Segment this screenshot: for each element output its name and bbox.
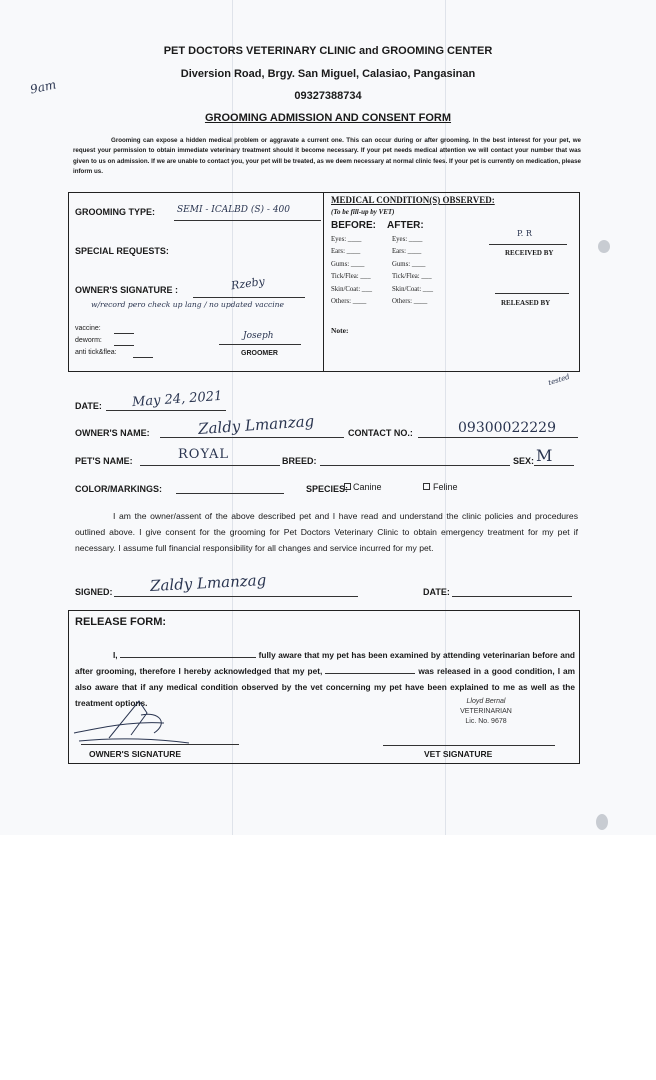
deworm-label: deworm: — [75, 337, 102, 344]
consent-paragraph: I am the owner/assent of the above described pet and I have read and understand the clinic policies and procedures outlined above. I give consent for the grooming for Pet Doctors Veterinary Clinic to obtain emergency treatment for my pet if necessary. I assume full financial responsibility for all changes and service incurred for my pet. — [75, 511, 578, 553]
canine-checkbox[interactable] — [344, 483, 351, 490]
box-divider — [323, 193, 324, 371]
breed-label: BREED: — [282, 456, 317, 466]
after-eyes: Eyes: ____ — [392, 236, 423, 243]
clinic-address: Diversion Road, Brgy. San Miguel, Calasiao, Pangasinan — [180, 68, 476, 80]
date-label: DATE: — [75, 401, 102, 411]
grooming-box — [68, 192, 580, 372]
antitick-line — [133, 357, 153, 358]
clinic-name: PET DOCTORS VETERINARY CLINIC and GROOMING CENTER — [163, 45, 493, 57]
owner-name-label: OWNER'S NAME: — [75, 428, 150, 438]
before-others: Others: ____ — [331, 298, 367, 306]
note-label: Note: — [331, 326, 349, 335]
feline-label: Feline — [433, 482, 458, 492]
breed-line — [320, 465, 510, 466]
vet-signature-line — [383, 745, 555, 746]
sex-line — [534, 465, 574, 466]
vet-stamp — [441, 697, 531, 727]
after-list — [392, 234, 433, 308]
signed-date-label: DATE: — [423, 587, 450, 597]
signed-date-line — [452, 596, 572, 597]
contact-value: 09300022229 — [458, 420, 556, 436]
punch-hole — [596, 814, 608, 830]
date-line — [106, 410, 226, 411]
stamp-title: VETERINARIAN — [460, 708, 512, 715]
vaccine-label: vaccine: — [75, 325, 101, 332]
released-by-label: RELEASED BY — [501, 299, 551, 307]
after-gums: Gums: ____ — [392, 260, 426, 268]
date-value: May 24, 2021 — [131, 388, 223, 411]
received-by-line — [489, 244, 567, 245]
pet-name-label: PET'S NAME: — [75, 456, 133, 466]
pet-name-value: ROYAL — [178, 447, 230, 462]
tested-note: tested — [547, 372, 571, 388]
medical-subtitle: (To be fill-up by VET) — [331, 208, 395, 216]
sex-label: SEX: — [513, 456, 535, 466]
owner-signature-scribble — [69, 693, 199, 748]
after-label: AFTER: — [387, 220, 424, 231]
owner-name-line — [160, 437, 344, 438]
special-requests-label: SPECIAL REQUESTS: — [75, 246, 169, 256]
groomer-line — [219, 344, 301, 345]
deworm-line — [114, 345, 134, 346]
after-others: Others: ____ — [392, 298, 428, 306]
color-markings-label: COLOR/MARKINGS: — [75, 484, 162, 494]
release-text-2: was released in a good condition, I am also aware that if any medical condition observed by the vet concerning my pet have been explained to me as well as the treatment options. — [75, 666, 576, 708]
medical-title: MEDICAL CONDITION(S) OBSERVED: — [331, 195, 495, 205]
owner-signature-value: Rzeby — [230, 274, 266, 293]
signed-value: Zaldy Lmanzag — [149, 570, 267, 596]
signed-line — [114, 596, 358, 597]
vaccine-line — [114, 333, 134, 334]
margin-note: 9am — [28, 77, 58, 97]
antitick-label: anti tick&flea: — [75, 349, 117, 356]
release-text-1: fully aware that my pet has been examined by attending veterinarian before and after grooming, therefore I hereby acknowledged that my pet, — [75, 650, 575, 676]
release-title: RELEASE FORM: — [75, 616, 167, 628]
grooming-type-value: SEMI - ICALBD (S) - 400 — [177, 205, 291, 215]
contact-label: CONTACT NO.: — [348, 428, 413, 438]
species-canine[interactable] — [344, 482, 382, 492]
received-by-label: RECEIVED BY — [505, 249, 554, 257]
grooming-type-line — [174, 220, 321, 221]
punch-hole — [598, 240, 610, 253]
form-title: GROOMING ADMISSION AND CONSENT FORM — [204, 112, 452, 124]
feline-checkbox[interactable] — [423, 483, 430, 490]
release-owner-blank — [120, 649, 256, 658]
before-tickflea: Tick/Flea: ___ — [331, 273, 371, 281]
before-ears: Ears: ____ — [331, 248, 361, 256]
sex-value: M — [536, 446, 553, 465]
release-box — [68, 610, 580, 764]
stamp-license: Lic. No. 9678 — [465, 718, 507, 725]
species-feline[interactable] — [423, 482, 458, 492]
owner-signature-line-2 — [81, 744, 239, 745]
before-skincoat: Skin/Coat: ___ — [331, 285, 372, 293]
signed-label: SIGNED: — [75, 587, 113, 597]
before-label: BEFORE: — [331, 220, 376, 231]
received-by-value: P. R — [517, 229, 532, 238]
after-skincoat: Skin/Coat: ___ — [392, 285, 433, 293]
release-i-label: I, — [113, 650, 118, 660]
pet-name-line — [140, 465, 280, 466]
before-eyes: Eyes: ____ — [331, 236, 362, 243]
stamp-name: Lloyd Bernal — [466, 698, 506, 705]
canine-label: Canine — [353, 482, 382, 492]
contact-line — [418, 437, 578, 438]
released-by-line — [495, 293, 569, 294]
vet-signature-label: VET SIGNATURE — [424, 749, 493, 759]
groomer-name: Joseph — [243, 331, 274, 341]
species-label: SPECIES: — [306, 484, 349, 494]
before-gums: Gums: ____ — [331, 260, 365, 268]
clinic-phone: 09327388734 — [294, 90, 362, 102]
groomer-label: GROOMER — [241, 350, 278, 357]
after-ears: Ears: ____ — [392, 248, 422, 256]
owner-signature-label: OWNER'S SIGNATURE : — [75, 285, 178, 295]
intro-paragraph: Grooming can expose a hidden medical problem or aggravate a current one. This can occur during or after grooming. In the best interest for your pet, we request your permission to obtain immediate veterinary treatment should it become necessary. If your pet needs medical attention we will contact your number that was given to us on admission. If we are unable to contact you, your pet will be treated, as we deem necessary at normal clinic fees. If your pet is currently on medication, please inform us. — [73, 137, 581, 176]
after-tickflea: Tick/Flea: ___ — [392, 273, 432, 281]
owner-signature-line — [193, 297, 305, 298]
owner-name-value: Zaldy Lmanzag — [197, 411, 315, 439]
before-list — [331, 234, 372, 308]
release-pet-blank — [325, 665, 415, 674]
grooming-type-label: GROOMING TYPE: — [75, 207, 156, 217]
handwritten-note: w/record pero check up lang / no updated vaccine — [91, 300, 285, 309]
release-owner-signature-label: OWNER'S SIGNATURE — [89, 749, 182, 759]
color-markings-line — [176, 493, 284, 494]
